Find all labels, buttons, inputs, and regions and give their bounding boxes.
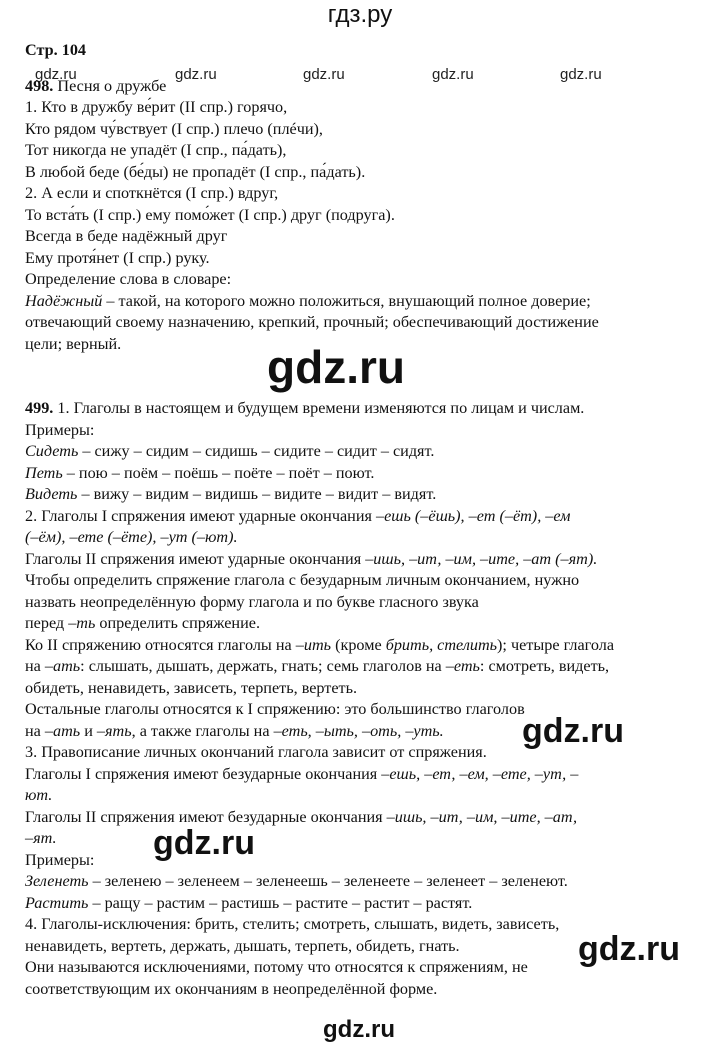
watermark-large: gdz.ru <box>267 341 405 393</box>
watermark-bottom: gdz.ru <box>323 1016 395 1043</box>
watermark: gdz.ru <box>432 66 474 83</box>
page-label: Стр. 104 <box>25 41 87 59</box>
poem-line: То вста́ть (I спр.) ему помо́жет (I спр.) друг (подруга). <box>25 205 395 224</box>
poem-line: Всегда в беде надёжный друг <box>25 227 228 245</box>
example-line: Растить – ращу – растим – растишь – растите – растит – растят. <box>25 893 473 912</box>
text-line: обидеть, ненавидеть, зависеть, терпеть, вертеть. <box>25 678 358 697</box>
poem-line: Кто рядом чу́вствует (I спр.) плечо (плéчи), <box>25 119 323 138</box>
poem-line: Тот никогда не упадёт (I спр., па́дать), <box>25 141 287 159</box>
poem-line: 1. Кто в дружбу ве́рит (II спр.) горячо, <box>25 98 288 116</box>
exercise-499-para: 499. 1. Глаголы в настоящем и будущем времени изменяются по лицам и числам. <box>25 399 585 417</box>
exercise-498-title: 498. Песня о дружбе <box>25 76 167 95</box>
text-line: Глаголы II спряжения имеют ударные окончания –ишь, –ит, –им, –ите, –ат (–ят). <box>25 549 598 568</box>
text-line: Они называются исключениями, потому что относятся к спряжениям, не <box>25 958 528 976</box>
example-line: Зеленеть – зеленею – зеленеем – зеленеешь – зеленеете – зеленеет – зеленеют. <box>25 872 568 890</box>
site-title: гдз.ру <box>327 1 393 28</box>
text-line: ненавидеть, вертеть, держать, дышать, терпеть, обидеть, гнать. <box>25 936 460 955</box>
text-line: соответствующим их окончаниям в неопределённой форме. <box>25 979 438 998</box>
poem-line: В любой беде (бе́ды) не пропадёт (I спр., па́дать). <box>25 162 366 181</box>
poem-line: 2. А если и споткнётся (I спр.) вдруг, <box>25 184 279 202</box>
watermark: gdz.ru <box>560 66 602 83</box>
text-line: Чтобы определить спряжение глагола с безударным личным окончанием, нужно <box>25 571 580 589</box>
poem-line: Ему протя́нет (I спр.) руку. <box>25 248 210 267</box>
examples-label: Примеры: <box>25 420 95 439</box>
text-line: 4. Глаголы-исключения: брить, стелить; смотреть, слышать, видеть, зависеть, <box>25 915 560 933</box>
text-line: 3. Правописание личных окончаний глагола зависит от спряжения. <box>25 743 487 761</box>
text-line: (–ём), –ете (–ёте), –ут (–ют). <box>25 528 238 546</box>
text-line: Глаголы I спряжения имеют безударные окончания –ешь, –ет, –ем, –ете, –ут, – <box>25 764 579 783</box>
text-line: на –ать: слышать, дышать, держать, гнать; семь глаголов на –еть: смотреть, видеть, <box>25 657 610 675</box>
text-line: на –ать и –ять, а также глаголы на –еть, –ыть, –оть, –уть. <box>25 721 444 740</box>
example-line: Видеть – вижу – видим – видишь – видите – видит – видят. <box>25 485 437 503</box>
text-line: перед –ть определить спряжение. <box>25 614 260 632</box>
text-line: назвать неопределённую форму глагола и по букве гласного звука <box>25 592 479 611</box>
text-line: ют. <box>25 786 53 804</box>
definition-label: Определение слова в словаре: <box>25 270 232 288</box>
examples-label: Примеры: <box>25 850 95 869</box>
definition-text: Надёжный – такой, на которого можно положиться, внушающий полное доверие; <box>25 291 591 310</box>
watermark: gdz.ru <box>35 66 77 83</box>
watermark: gdz.ru <box>175 66 217 83</box>
watermark: gdz.ru <box>303 66 345 83</box>
watermark-medium: gdz.ru <box>522 712 624 750</box>
watermark-medium: gdz.ru <box>153 824 255 862</box>
text-line: –ят. <box>25 829 57 847</box>
definition-text: цели; верный. <box>25 334 122 353</box>
document-body <box>25 40 705 1000</box>
text-line: 2. Глаголы I спряжения имеют ударные окончания –ешь (–ёшь), –ет (–ёт), –ем <box>25 506 571 525</box>
example-line: Петь – пою – поём – поёшь – поёте – поёт – поют. <box>25 463 375 482</box>
example-line: Сидеть – сижу – сидим – сидишь – сидите – сидит – сидят. <box>25 442 435 460</box>
definition-text: отвечающий своему назначению, крепкий, прочный; обеспечивающий достижение <box>25 313 599 331</box>
text-line: Глаголы II спряжения имеют безударные окончания –ишь, –ит, –им, –ите, –ат, <box>25 807 577 826</box>
text-line: Ко II спряжению относятся глаголы на –ить (кроме брить, стелить); четыре глагола <box>25 635 615 654</box>
watermark-medium: gdz.ru <box>578 930 680 968</box>
text-line: Остальные глаголы относятся к I спряжению: это большинство глаголов <box>25 700 525 718</box>
